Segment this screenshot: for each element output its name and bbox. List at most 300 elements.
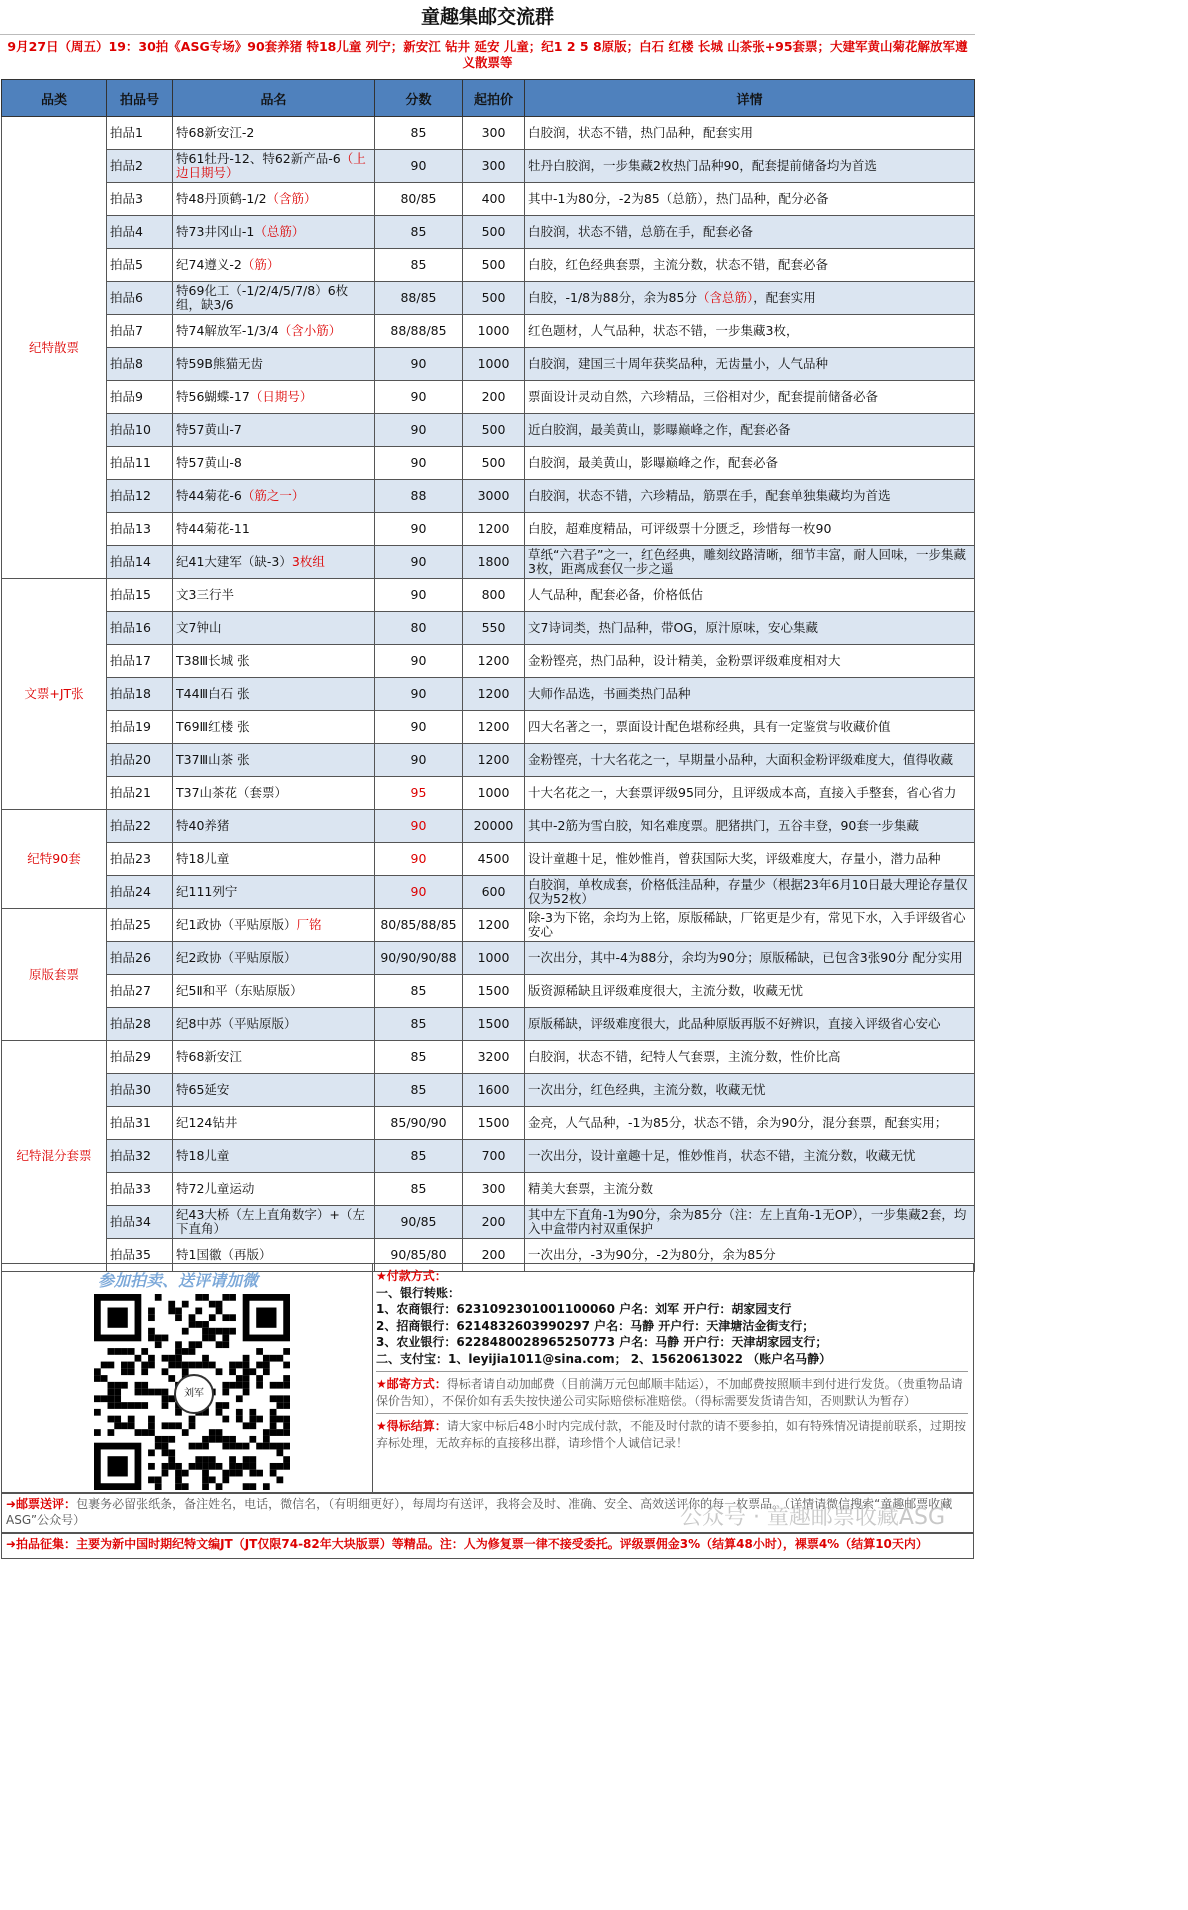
qr-module <box>276 1395 283 1402</box>
table-header <box>2 80 975 117</box>
detail-cell <box>525 645 975 678</box>
qr-module <box>189 1341 196 1348</box>
table-row <box>2 876 975 909</box>
qr-module <box>229 1362 236 1369</box>
qr-module <box>209 1456 216 1463</box>
table-row <box>2 480 975 513</box>
qr-module <box>229 1314 236 1321</box>
detail-text: 人气品种，配套必备，价格低估 <box>528 587 704 602</box>
item-name: 特40养猪 <box>176 818 230 833</box>
item-name: 特57黄山-8 <box>176 455 242 470</box>
qr-module <box>229 1368 236 1375</box>
score-cell: 85 <box>375 216 463 249</box>
table-row <box>2 645 975 678</box>
score-cell: 90 <box>375 381 463 414</box>
name-cell <box>173 546 375 579</box>
shipping-heading: ★邮寄方式： <box>376 1377 447 1391</box>
detail-text: 白胶，红色经典套票，主流分数，状态不错，配套必备 <box>528 257 829 272</box>
qr-module <box>216 1429 223 1436</box>
detail-cell <box>525 315 975 348</box>
qr-module <box>182 1328 189 1335</box>
qr-module <box>222 1416 229 1423</box>
qr-module <box>236 1443 243 1450</box>
detail-text: 其中-2筋为雪白胶，知名难度票。肥猪拱门，五谷丰登，90套一步集藏 <box>528 818 919 833</box>
name-cell <box>173 612 375 645</box>
score-cell: 90 <box>375 414 463 447</box>
qr-module <box>108 1429 115 1436</box>
detail-cell <box>525 1206 975 1239</box>
qr-module <box>283 1375 290 1382</box>
qr-module <box>128 1422 135 1429</box>
qr-module <box>236 1470 243 1477</box>
qr-module <box>243 1483 250 1490</box>
item-name: 特68新安江-2 <box>176 125 255 140</box>
detail-cell <box>525 117 975 150</box>
qr-module <box>128 1368 135 1375</box>
score-cell: 85 <box>375 1140 463 1173</box>
qr-module <box>229 1456 236 1463</box>
price-cell: 550 <box>463 612 525 645</box>
qr-module <box>243 1382 250 1389</box>
qr-module <box>195 1308 202 1315</box>
detail-text: 白胶润，最美黄山，影曝巅峰之作，配套必备 <box>528 455 779 470</box>
qr-module <box>148 1449 155 1456</box>
score-cell: 90 <box>375 579 463 612</box>
item-name: 特44菊花-11 <box>176 521 250 536</box>
qr-module <box>249 1456 256 1463</box>
name-cell <box>173 150 375 183</box>
qr-module <box>148 1429 155 1436</box>
qr-module <box>263 1362 270 1369</box>
name-cell <box>173 1173 375 1206</box>
item-name: 特18儿童 <box>176 851 230 866</box>
price-cell: 800 <box>463 579 525 612</box>
qr-module <box>168 1375 175 1382</box>
qr-module <box>114 1422 121 1429</box>
lot-cell: 拍品20 <box>107 744 173 777</box>
detail-cell <box>525 579 975 612</box>
qr-module <box>182 1483 189 1490</box>
price-cell: 1200 <box>463 513 525 546</box>
collect-text: 主要为新中国时期纪特文编JT（JT仅限74-82年大块版票）等精品。注：人为修复票一律不接受委托。评级票佣金3%（结算48小时），裸票4%（结算10天内） <box>76 1537 928 1551</box>
qr-module <box>249 1470 256 1477</box>
detail-cell <box>525 1041 975 1074</box>
score-cell: 90 <box>375 645 463 678</box>
table-row <box>2 1008 975 1041</box>
detail-text: 十大名花之一，大套票评级95同分，且评级成本高，直接入手整套，省心省力 <box>528 785 957 800</box>
score-cell: 85 <box>375 1008 463 1041</box>
qr-module <box>243 1362 250 1369</box>
qr-module <box>148 1328 155 1335</box>
qr-module <box>94 1409 101 1416</box>
qr-module <box>148 1362 155 1369</box>
detail-text: 票面设计灵动自然，六珍精品，三俗相对少，配套提前储备必备 <box>528 389 879 404</box>
qr-module <box>236 1416 243 1423</box>
price-cell: 300 <box>463 117 525 150</box>
qr-module <box>276 1355 283 1362</box>
shipping-section <box>376 1371 968 1409</box>
category-cell: 纪特90套 <box>2 810 107 909</box>
payment-line: 一、银行转账： <box>376 1285 461 1300</box>
detail-cell <box>525 381 975 414</box>
qr-module <box>209 1362 216 1369</box>
detail-cell <box>525 678 975 711</box>
detail-tail: ，配套实用 <box>753 290 816 305</box>
item-name: T37山茶花（套票） <box>176 785 288 800</box>
qr-module <box>175 1470 182 1477</box>
qr-module <box>195 1341 202 1348</box>
qr-module <box>114 1389 121 1396</box>
qr-module <box>263 1368 270 1375</box>
name-cell <box>173 744 375 777</box>
qr-module <box>175 1348 182 1355</box>
qr-module <box>155 1341 162 1348</box>
item-name: 特18儿童 <box>176 1148 230 1163</box>
detail-cell <box>525 876 975 909</box>
detail-cell <box>525 810 975 843</box>
category-cell: 文票+JT张 <box>2 579 107 810</box>
qr-module <box>202 1335 209 1342</box>
price-cell: 1600 <box>463 1074 525 1107</box>
qr-module <box>209 1335 216 1342</box>
price-cell: 400 <box>463 183 525 216</box>
item-name: T37Ⅲ山茶 张 <box>176 752 250 767</box>
qr-module <box>202 1470 209 1477</box>
detail-text: 白胶，超难度精品，可评级票十分匮乏，珍惜每一枚90 <box>528 521 832 536</box>
qr-module <box>108 1348 115 1355</box>
detail-cell <box>525 480 975 513</box>
qr-module <box>148 1355 155 1362</box>
qr-module <box>195 1463 202 1470</box>
qr-module <box>209 1314 216 1321</box>
qr-module <box>162 1422 169 1429</box>
score-cell: 85 <box>375 1074 463 1107</box>
qr-module <box>256 1470 263 1477</box>
qr-module <box>195 1362 202 1369</box>
item-name: 纪2政协（平贴原版） <box>176 950 297 965</box>
item-name-note: 厂铭 <box>296 917 322 932</box>
qr-module <box>222 1382 229 1389</box>
price-cell: 500 <box>463 414 525 447</box>
qr-module <box>141 1429 148 1436</box>
detail-text: 设计童趣十足，惟妙惟肖，曾获国际大奖，评级难度大，存量小，潜力品种 <box>528 851 941 866</box>
qr-module <box>168 1456 175 1463</box>
qr-module <box>216 1328 223 1335</box>
qr-module <box>141 1362 148 1369</box>
qr-module <box>256 1362 263 1369</box>
lot-cell: 拍品27 <box>107 975 173 1008</box>
qr-module <box>155 1443 162 1450</box>
detail-text: 一次出分，红色经典，主流分数，收藏无忧 <box>528 1082 766 1097</box>
table-row <box>2 678 975 711</box>
lot-cell: 拍品25 <box>107 909 173 942</box>
detail-text: 一次出分，其中-4为88分，余均为90分；原版稀缺，已包含3张90分 配分实用 <box>528 950 963 965</box>
table-row <box>2 612 975 645</box>
qr-module <box>175 1314 182 1321</box>
qr-module <box>148 1416 155 1423</box>
qr-module <box>94 1429 101 1436</box>
qr-module <box>283 1456 290 1463</box>
qr-module <box>216 1368 223 1375</box>
detail-cell <box>525 612 975 645</box>
lot-cell: 拍品21 <box>107 777 173 810</box>
detail-text: 白胶润，状态不错，热门品种，配套实用 <box>528 125 754 140</box>
item-name: 文7钟山 <box>176 620 222 635</box>
qr-module <box>270 1443 277 1450</box>
detail-text: 白胶润，状态不错，六珍精品，筋票在手，配套单独集藏均为首选 <box>528 488 891 503</box>
qr-module <box>175 1341 182 1348</box>
qr-module <box>283 1416 290 1423</box>
score-cell: 85 <box>375 249 463 282</box>
qr-module <box>94 1395 101 1402</box>
qr-module <box>222 1335 229 1342</box>
name-cell <box>173 876 375 909</box>
item-name-note: （含小筋） <box>278 323 342 338</box>
qr-module <box>121 1422 128 1429</box>
qr-module <box>276 1476 283 1483</box>
qr-module <box>168 1463 175 1470</box>
qr-module <box>216 1341 223 1348</box>
name-cell <box>173 1008 375 1041</box>
qr-module <box>236 1463 243 1470</box>
qr-module <box>276 1443 283 1450</box>
detail-text: 白胶润，状态不错，总筋在手，配套必备 <box>528 224 754 239</box>
score-cell: 90/90/90/88 <box>375 942 463 975</box>
qr-module <box>189 1362 196 1369</box>
qr-module <box>216 1308 223 1315</box>
qr-module <box>243 1443 250 1450</box>
qr-module <box>148 1463 155 1470</box>
qr-module <box>209 1328 216 1335</box>
qr-module <box>202 1476 209 1483</box>
lot-cell: 拍品7 <box>107 315 173 348</box>
collect-heading: ➜拍品征集： <box>6 1537 77 1551</box>
qr-module <box>249 1463 256 1470</box>
qr-module <box>229 1470 236 1477</box>
table-row <box>2 381 975 414</box>
qr-module <box>114 1402 121 1409</box>
name-cell <box>173 1206 375 1239</box>
name-cell <box>173 117 375 150</box>
item-name: 纪5Ⅱ和平（东贴原版） <box>176 983 303 998</box>
qr-module <box>101 1395 108 1402</box>
qr-module <box>94 1375 101 1382</box>
item-name: 纪111列宁 <box>176 884 238 899</box>
detail-text: 原版稀缺，评级难度很大，此品种原版再版不好辨识，直接入评级省心安心 <box>528 1016 941 1031</box>
qr-module <box>175 1308 182 1315</box>
lot-cell: 拍品16 <box>107 612 173 645</box>
table-row <box>2 975 975 1008</box>
qr-module <box>222 1476 229 1483</box>
name-cell <box>173 414 375 447</box>
qr-module <box>141 1382 148 1389</box>
name-cell <box>173 579 375 612</box>
item-name: 特44菊花-6 <box>176 488 242 503</box>
item-name: T38Ⅲ长城 张 <box>176 653 250 668</box>
qr-module <box>168 1449 175 1456</box>
qr-module <box>162 1443 169 1450</box>
table-row <box>2 711 975 744</box>
qr-module <box>175 1483 182 1490</box>
score-cell: 80/85 <box>375 183 463 216</box>
qr-module <box>202 1463 209 1470</box>
table-row <box>2 249 975 282</box>
qr-module <box>128 1416 135 1423</box>
name-cell <box>173 645 375 678</box>
qr-module <box>270 1416 277 1423</box>
qr-module <box>236 1409 243 1416</box>
lot-cell: 拍品23 <box>107 843 173 876</box>
detail-cell <box>525 975 975 1008</box>
item-name: T44Ⅲ白石 张 <box>176 686 250 701</box>
item-name: 纪124钻井 <box>176 1115 238 1130</box>
qr-module <box>256 1443 263 1450</box>
qr-module <box>283 1443 290 1450</box>
price-cell: 500 <box>463 282 525 315</box>
detail-text: 金粉铿亮，热门品种，设计精美，金粉票评级难度相对大 <box>528 653 841 668</box>
name-cell <box>173 678 375 711</box>
lot-cell: 拍品30 <box>107 1074 173 1107</box>
qr-module <box>148 1308 155 1315</box>
table-row <box>2 1140 975 1173</box>
qr-module <box>162 1389 169 1396</box>
lot-cell: 拍品11 <box>107 447 173 480</box>
price-cell: 1800 <box>463 546 525 579</box>
detail-text: 大师作品选，书画类热门品种 <box>528 686 691 701</box>
score-cell: 90 <box>375 876 463 909</box>
score-cell: 90 <box>375 447 463 480</box>
qr-module <box>222 1470 229 1477</box>
detail-text: 一次出分，-3为90分，-2为80分，余为85分 <box>528 1247 776 1262</box>
qr-module <box>216 1463 223 1470</box>
detail-cell <box>525 513 975 546</box>
price-cell: 3000 <box>463 480 525 513</box>
lot-cell: 拍品2 <box>107 150 173 183</box>
qr-module <box>236 1382 243 1389</box>
detail-cell <box>525 414 975 447</box>
detail-note: （含总筋） <box>696 290 754 305</box>
lot-cell: 拍品13 <box>107 513 173 546</box>
payment-line: 二、支付宝：1、leyijia1011@sina.com； 2、15620613022 （账户名马静） <box>376 1351 832 1366</box>
detail-text: 其中左下直角-1为90分，余为85分（注：左上直角-1无OP），一步集藏2套，均入中盒带内衬双重保护 <box>528 1207 967 1236</box>
detail-cell <box>525 150 975 183</box>
lot-cell: 拍品24 <box>107 876 173 909</box>
settle-text: 请大家中标后48小时内完成付款，不能及时付款的请不要参拍，如有特殊情况请提前联系，过期按弃标处理，无故弃标的直接移出群，请珍惜个人诚信记录！ <box>376 1419 967 1450</box>
qr-center-logo: 刘军 <box>174 1374 214 1414</box>
qr-finder <box>108 1456 128 1476</box>
name-cell <box>173 183 375 216</box>
qr-module <box>229 1294 236 1301</box>
qr-module <box>148 1335 155 1342</box>
item-name-note: （总筋） <box>254 224 305 239</box>
name-cell <box>173 711 375 744</box>
item-name: 纪41大建军（缺-3） <box>176 554 292 569</box>
qr-module <box>283 1395 290 1402</box>
qr-module <box>108 1389 115 1396</box>
qr-module <box>229 1382 236 1389</box>
score-cell: 85 <box>375 1041 463 1074</box>
qr-module <box>283 1382 290 1389</box>
watermark: 公众号 · 童趣邮票收藏ASG <box>679 1505 945 1530</box>
detail-cell <box>525 1008 975 1041</box>
qr-module <box>276 1416 283 1423</box>
qr-module <box>202 1328 209 1335</box>
lot-cell: 拍品18 <box>107 678 173 711</box>
settle-heading: ★得标结算： <box>376 1419 447 1433</box>
qr-module <box>202 1456 209 1463</box>
qr-module <box>175 1476 182 1483</box>
detail-cell <box>525 1173 975 1206</box>
col-detail: 详情 <box>525 80 975 117</box>
detail-cell <box>525 843 975 876</box>
detail-cell <box>525 216 975 249</box>
qr-module <box>121 1362 128 1369</box>
name-cell <box>173 381 375 414</box>
name-cell <box>173 942 375 975</box>
qr-module <box>128 1362 135 1369</box>
qr-module <box>256 1416 263 1423</box>
qr-module <box>141 1348 148 1355</box>
score-cell: 88/85 <box>375 282 463 315</box>
qr-module <box>276 1429 283 1436</box>
detail-text: 白胶润，单枚成套，价格低洼品种，存量少（根据23年6月10日最大理论存量仅仅为52枚） <box>528 877 968 906</box>
lot-cell: 拍品4 <box>107 216 173 249</box>
item-name: T69Ⅲ红楼 张 <box>176 719 250 734</box>
qr-module <box>243 1355 250 1362</box>
score-cell: 90 <box>375 711 463 744</box>
lot-cell: 拍品3 <box>107 183 173 216</box>
table-row <box>2 579 975 612</box>
qr-module <box>216 1483 223 1490</box>
name-cell <box>173 1107 375 1140</box>
lot-cell: 拍品34 <box>107 1206 173 1239</box>
score-cell: 90/85/80 <box>375 1239 463 1272</box>
qr-module <box>202 1443 209 1450</box>
name-cell <box>173 975 375 1008</box>
qr-module <box>155 1294 162 1301</box>
qr-module <box>263 1429 270 1436</box>
settle-section <box>376 1413 968 1451</box>
qr-module <box>168 1362 175 1369</box>
col-price: 起拍价 <box>463 80 525 117</box>
qr-module <box>162 1402 169 1409</box>
qr-module <box>270 1470 277 1477</box>
qr-module <box>182 1348 189 1355</box>
detail-text: 文7诗词类，热门品种，带OG，原汁原味，安心集藏 <box>528 620 818 635</box>
qr-module <box>249 1416 256 1423</box>
qr-module <box>263 1436 270 1443</box>
qr-module <box>283 1429 290 1436</box>
table-row <box>2 909 975 942</box>
score-cell: 90/85 <box>375 1206 463 1239</box>
collect-note <box>1 1533 974 1559</box>
qr-module <box>155 1335 162 1342</box>
price-cell: 200 <box>463 1206 525 1239</box>
qr-module <box>135 1429 142 1436</box>
qr-module <box>222 1402 229 1409</box>
name-cell <box>173 447 375 480</box>
table-row <box>2 117 975 150</box>
qr-module <box>222 1389 229 1396</box>
name-cell <box>173 480 375 513</box>
price-cell: 200 <box>463 381 525 414</box>
lot-cell: 拍品10 <box>107 414 173 447</box>
qr-module <box>141 1389 148 1396</box>
detail-cell <box>525 711 975 744</box>
qr-module <box>189 1321 196 1328</box>
qr-module <box>114 1382 121 1389</box>
qr-module <box>202 1294 209 1301</box>
